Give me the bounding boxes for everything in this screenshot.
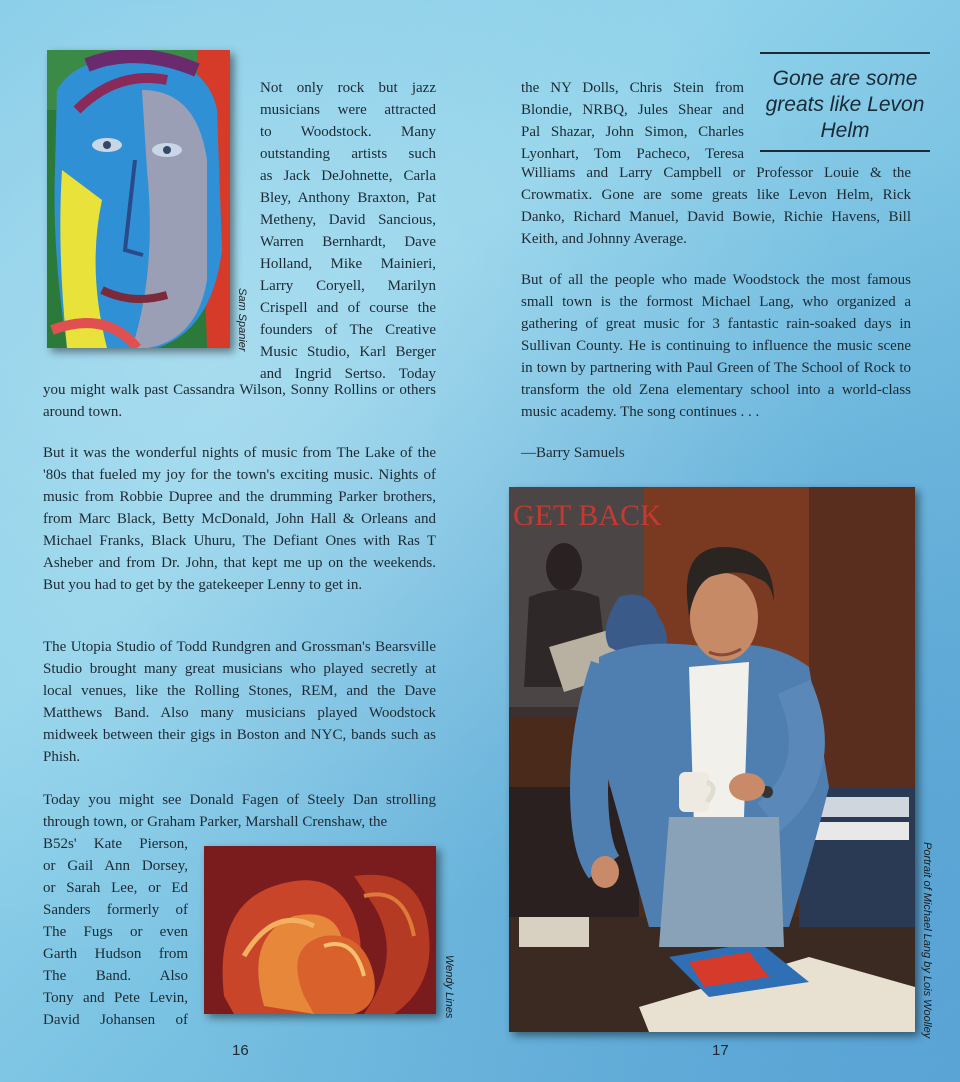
left-para4-line: or Gail Ann Dorsey, <box>43 858 188 874</box>
left-intro-line: Larry Coryell, Marilyn <box>260 278 436 294</box>
face-painting-art <box>47 50 230 348</box>
right-intro-column <box>521 77 744 165</box>
left-para4-line: Garth Hudson from <box>43 946 188 962</box>
left-intro-line: Metheny, David Sancious, <box>260 212 436 228</box>
left-para4-lines <box>43 833 188 1031</box>
left-intro-line: as Jack DeJohnette, Carla <box>260 168 436 184</box>
face-painting <box>47 50 230 348</box>
left-intro-line: founders of The Creative <box>260 322 436 338</box>
page-number-left: 16 <box>232 1042 249 1059</box>
right-intro-line: Blondie, NRBQ, Jules Shear and <box>521 102 744 118</box>
left-para3: The Utopia Studio of Todd Rundgren and Grossman's Bearsville Studio brought many great musicians who played secretly at local venues, like the Rolling Stones, REM, and the Dave Matthews Band. Also many musicians played Woodstock midweek between their gigs in Boston and NYC, bands such as Phish. <box>43 639 436 765</box>
michael-lang-portrait <box>509 487 915 1032</box>
poster-title: GET BACK <box>513 499 662 532</box>
right-intro-line: Pal Shazar, John Simon, Charles <box>521 124 744 140</box>
signature: —Barry Samuels <box>521 445 625 461</box>
left-para4-head: Today you might see Donald Fagen of Steely Dan strolling through town, or Graham Parker, Marshall Crenshaw, the <box>43 792 436 830</box>
left-intro-line: Bley, Anthony Braxton, Pat <box>260 190 436 206</box>
left-intro-line: Music Studio, Karl Berger <box>260 344 436 360</box>
portrait-art <box>509 487 915 1032</box>
left-para4-column <box>43 833 188 1031</box>
left-intro-column <box>260 77 436 385</box>
pull-quote: Gone are some greats like Levon Helm <box>760 52 930 152</box>
right-intro-line: the NY Dolls, Chris Stein from <box>521 80 744 96</box>
rose-painting-credit: Wendy Lines <box>443 955 455 1019</box>
left-para1-tail: you might walk past Cassandra Wilson, Sonny Rollins or others around town. <box>43 382 436 420</box>
page-number-right: 17 <box>712 1042 729 1059</box>
left-intro-line: and Ingrid Sertso. Today <box>260 366 436 382</box>
left-intro-line: musicians were attracted <box>260 102 436 118</box>
left-intro-line: Crispell and of course the <box>260 300 436 316</box>
left-intro-line: Not only rock but jazz <box>260 80 436 96</box>
left-para4-line: or Sarah Lee, or Ed <box>43 880 188 896</box>
left-para4-line: David Johansen of <box>43 1012 188 1028</box>
rose-painting-art <box>204 846 436 1014</box>
left-para2: But it was the wonderful nights of music from The Lake of the '80s that fueled my joy for the town's exciting music. Nights of music from Robbie Dupree and the drumming Parker brothers, from Marc Black, Betty McDonald, John Hall & Orleans and Michael Franks, Black Uhuru, The Defiant Ones with Ras T Asheber and from Dr. John, that kept me up on the weekends. But you had to get by the gatekeeper Lenny to get in. <box>43 445 436 593</box>
face-painting-credit: Sam Spanier <box>236 288 248 352</box>
left-intro-line: Warren Bernhardt, Dave <box>260 234 436 250</box>
left-intro-line: Holland, Mike Mainieri, <box>260 256 436 272</box>
left-para4-line: The Fugs or even <box>43 924 188 940</box>
right-para1-tail: Williams and Larry Campbell or Professor Louie & the Crowmatix. Gone are some greats like Levon Helm, Rick Danko, Richard Manuel, David Bowie, Richie Havens, Bill Keith, and Johnny Average. <box>521 165 911 247</box>
left-para4-line: Tony and Pete Levin, <box>43 990 188 1006</box>
left-para4-line: Sanders formerly of <box>43 902 188 918</box>
left-intro-lines <box>260 77 436 385</box>
right-para2: But of all the people who made Woodstock the most famous small town is the formost Michael Lang, who organized a gathering of great music for 3 fantastic rain-soaked days in Sullivan County. He is continuing to influence the music scene in town by partnering with Paul Green of The School of Rock to transform the old Zena elementary school into a world-class music academy. The song continues . . . <box>521 272 911 420</box>
left-para4-line: B52s' Kate Pierson, <box>43 836 188 852</box>
right-intro-line: Lyonhart, Tom Pacheco, Teresa <box>521 146 744 162</box>
left-para4-line: The Band. Also <box>43 968 188 984</box>
portrait-credit: Portrait of Michael Lang by Lois Woolley <box>921 842 933 1039</box>
right-intro-lines <box>521 77 744 165</box>
left-intro-line: to Woodstock. Many <box>260 124 436 140</box>
rose-painting <box>204 846 436 1014</box>
left-intro-line: outstanding artists such <box>260 146 436 162</box>
